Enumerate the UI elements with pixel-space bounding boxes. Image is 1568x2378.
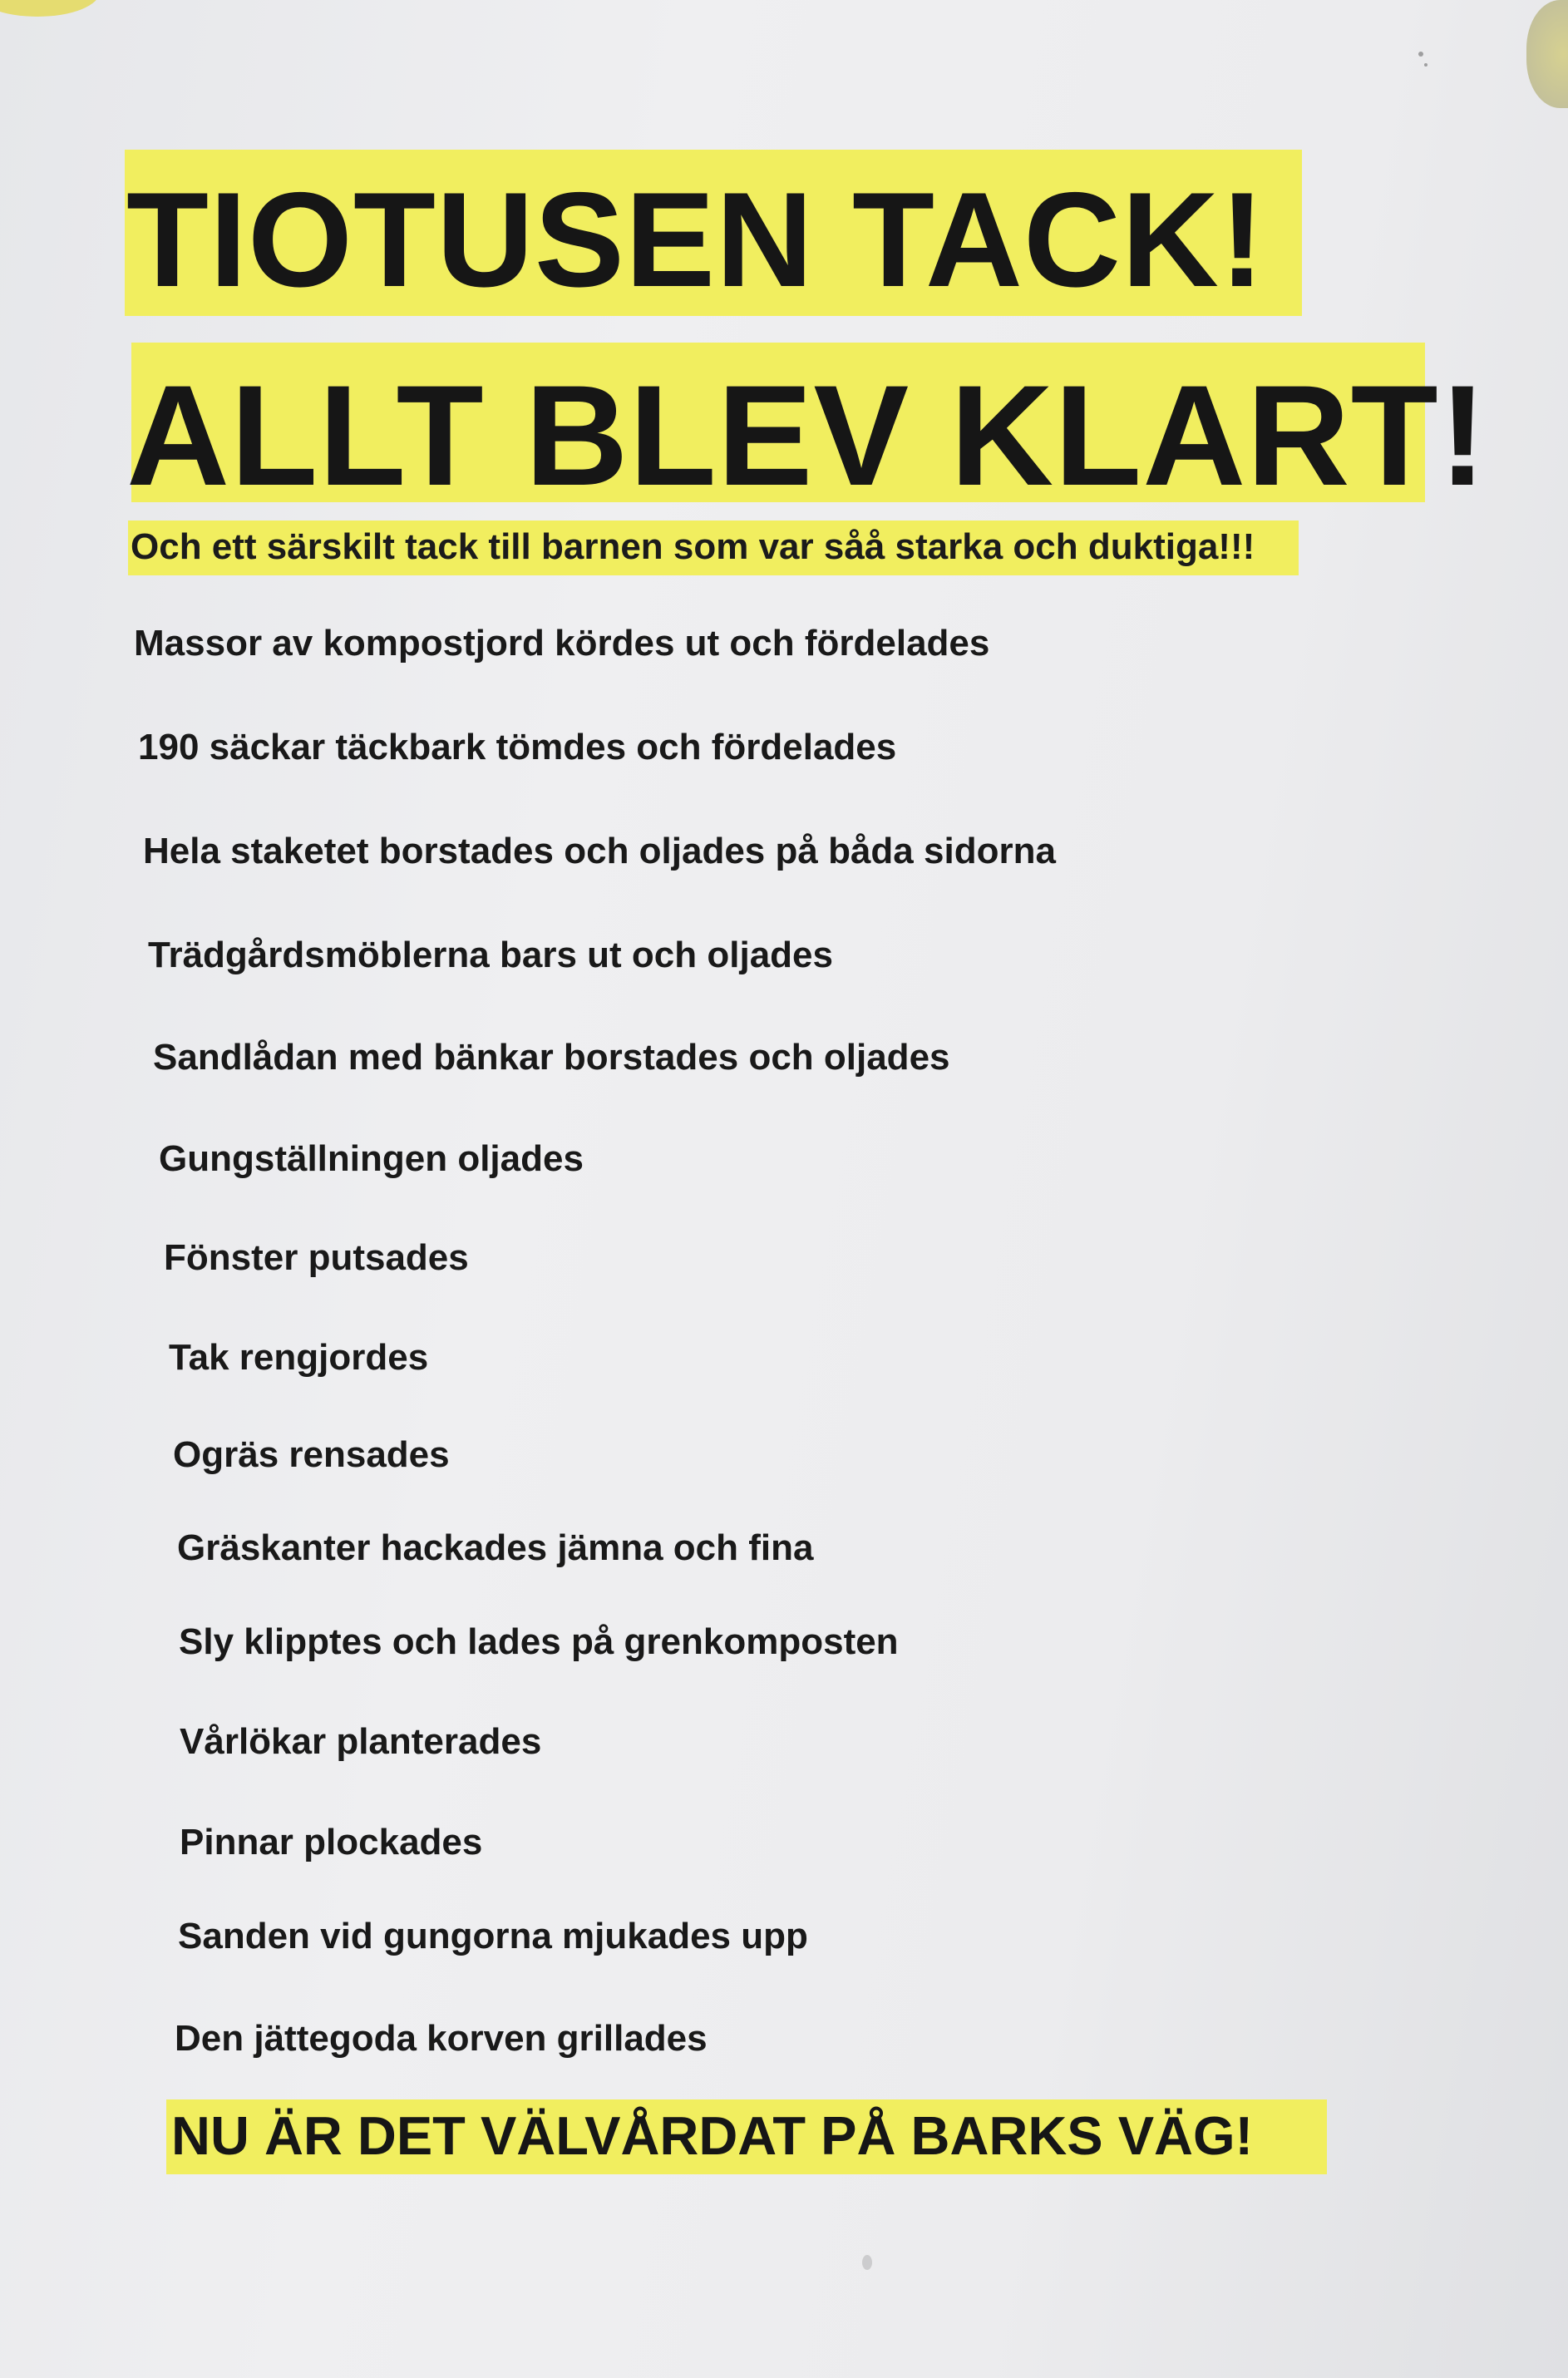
task-item: Pinnar plockades bbox=[180, 1822, 483, 1862]
task-item: Vårlökar planterades bbox=[180, 1721, 542, 1762]
task-item: Sanden vid gungorna mjukades upp bbox=[178, 1916, 808, 1956]
task-item: Sandlådan med bänkar borstades och oljades bbox=[153, 1037, 950, 1078]
paper-speck bbox=[1418, 52, 1423, 57]
yellow-magnet bbox=[0, 0, 100, 17]
corner-magnet bbox=[1526, 0, 1568, 108]
paper-speck bbox=[862, 2255, 872, 2270]
task-item: Fönster putsades bbox=[164, 1237, 469, 1278]
paper-speck bbox=[1424, 63, 1427, 67]
task-item: Den jättegoda korven grillades bbox=[175, 2018, 708, 2059]
task-item: Tak rengjordes bbox=[169, 1337, 429, 1378]
task-item: Massor av kompostjord kördes ut och fördelades bbox=[134, 623, 990, 664]
task-item: Ogräs rensades bbox=[173, 1434, 450, 1475]
title-line-2: ALLT BLEV KLART! bbox=[126, 356, 1487, 516]
footer-message: NU ÄR DET VÄLVÅRDAT PÅ BARKS VÄG! bbox=[171, 2105, 1254, 2166]
task-item: Gräskanter hackades jämna och fina bbox=[177, 1527, 814, 1568]
task-item: Trädgårdsmöblerna bars ut och oljades bbox=[148, 935, 833, 975]
task-item: Gungställningen oljades bbox=[159, 1138, 584, 1179]
task-item: Sly klipptes och lades på grenkomposten bbox=[179, 1621, 899, 1662]
task-item: Hela staketet borstades och oljades på båda sidorna bbox=[143, 831, 1056, 871]
task-item: 190 säckar täckbark tömdes och fördelades bbox=[138, 727, 897, 767]
subtitle: Och ett särskilt tack till barnen som var såå starka och duktiga!!! bbox=[131, 526, 1255, 567]
title-line-1: TIOTUSEN TACK! bbox=[126, 165, 1265, 315]
